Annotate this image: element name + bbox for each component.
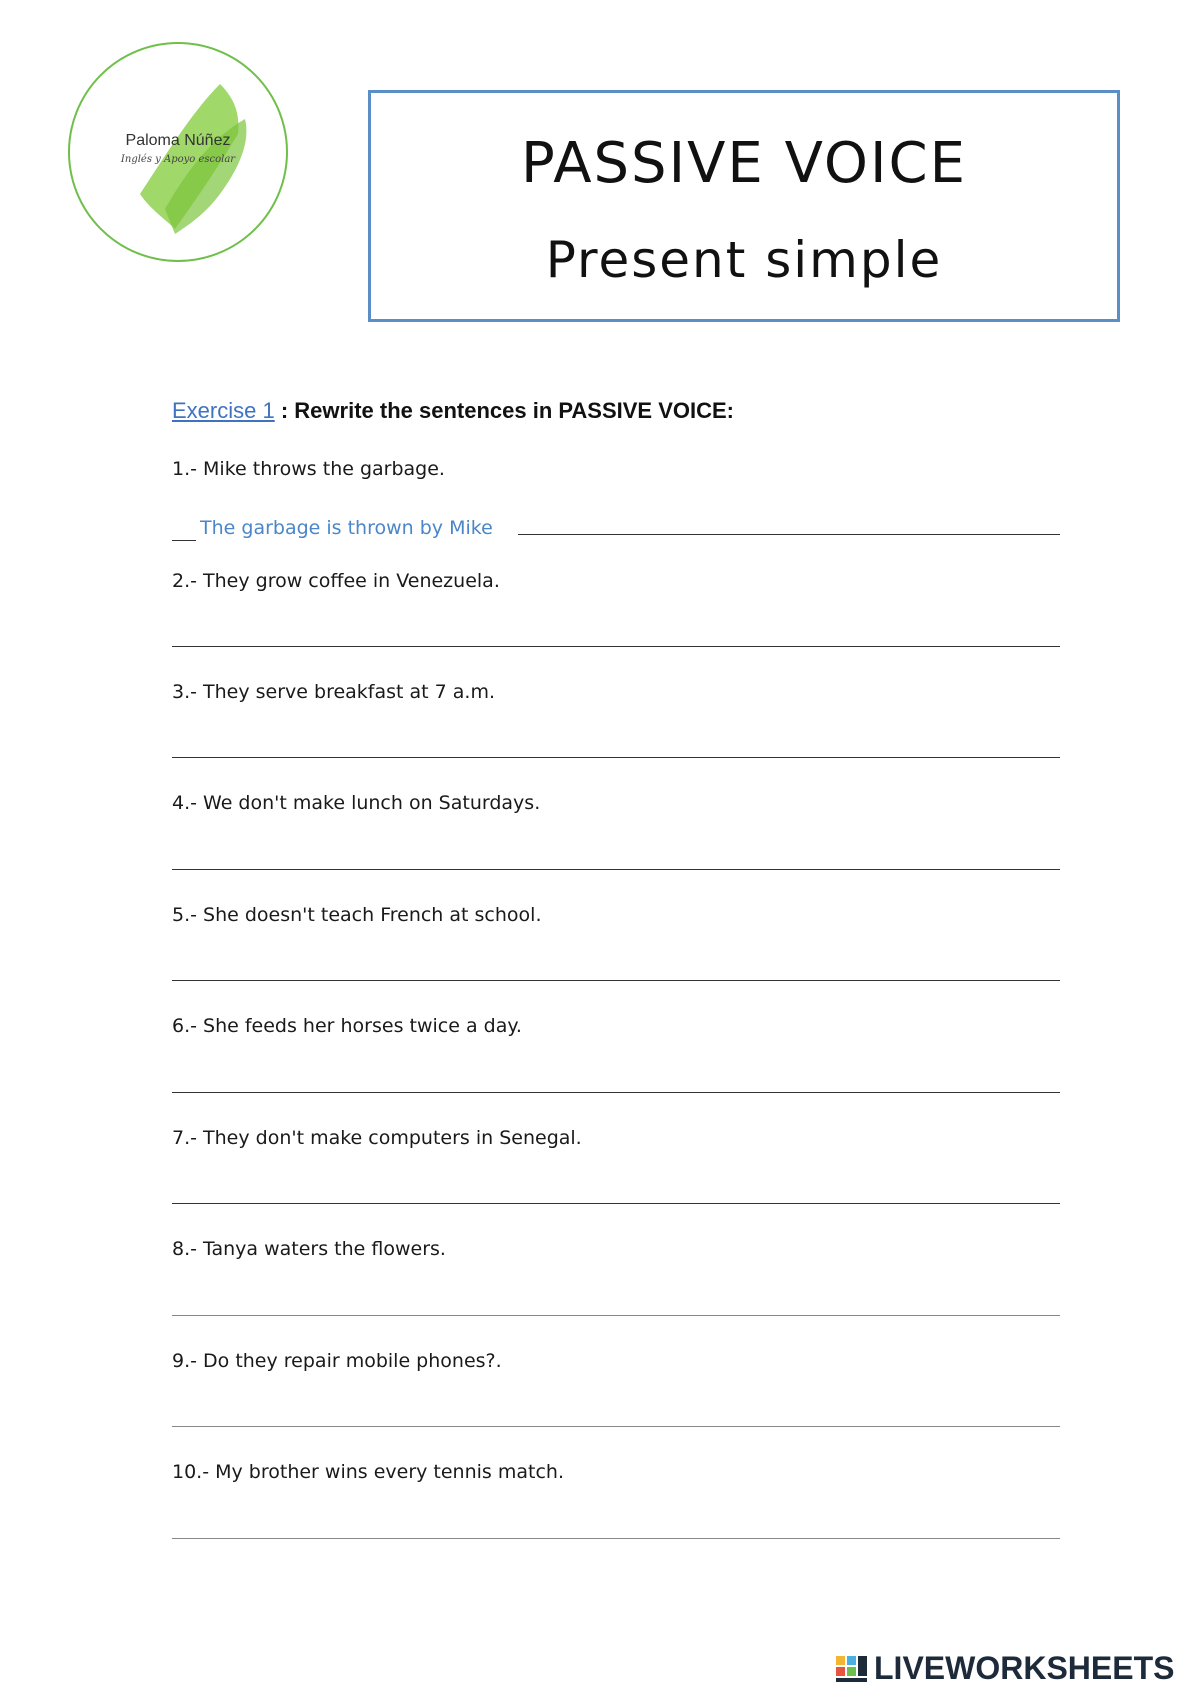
answer-line-6[interactable] [172,1092,1060,1093]
example-answer: The garbage is thrown by Mike [200,517,493,539]
logo-subtitle: Inglés y Apoyo escolar [120,154,236,165]
question-8: 8.- Tanya waters the flowers. [172,1238,446,1260]
exercise-instructions [172,398,734,424]
page-title: PASSIVE VOICE [521,131,967,196]
answer-line-9[interactable] [172,1426,1060,1427]
question-1: 1.- Mike throws the garbage. [172,458,445,480]
brand-name: LIVEWORKSHEETS [874,1650,1175,1686]
question-4: 4.- We don't make lunch on Saturdays. [172,792,541,814]
question-6: 6.- She feeds her horses twice a day. [172,1015,522,1037]
answer-line-8[interactable] [172,1315,1060,1316]
title-box [368,90,1120,322]
question-7: 7.- They don't make computers in Senegal. [172,1127,582,1149]
answer-prefix-line [172,540,196,541]
question-2: 2.- They grow coffee in Venezuela. [172,570,500,592]
exercise-label: Exercise 1 [172,398,275,423]
logo [68,42,288,262]
answer-line-2[interactable] [172,646,1060,647]
question-10: 10.- My brother wins every tennis match. [172,1461,564,1483]
answer-line-5[interactable] [172,980,1060,981]
liveworksheets-brand [836,1650,1174,1687]
answer-line-3[interactable] [172,757,1060,758]
page-subtitle: Present simple [545,231,943,289]
answer-line-4[interactable] [172,869,1060,870]
answer-line-7[interactable] [172,1203,1060,1204]
question-3: 3.- They serve breakfast at 7 a.m. [172,681,496,703]
exercise-instruction: Rewrite the sentences in PASSIVE VOICE: [294,398,735,423]
liveworksheets-logo-icon [836,1654,870,1684]
question-9: 9.- Do they repair mobile phones?. [172,1350,502,1372]
exercise-separator: : [274,398,295,423]
logo-name: Paloma Núñez [125,132,231,149]
answer-line-10[interactable] [172,1538,1060,1539]
answer-line-1[interactable] [518,534,1060,535]
question-5: 5.- She doesn't teach French at school. [172,904,542,926]
brush-stroke-graphic [70,44,288,262]
